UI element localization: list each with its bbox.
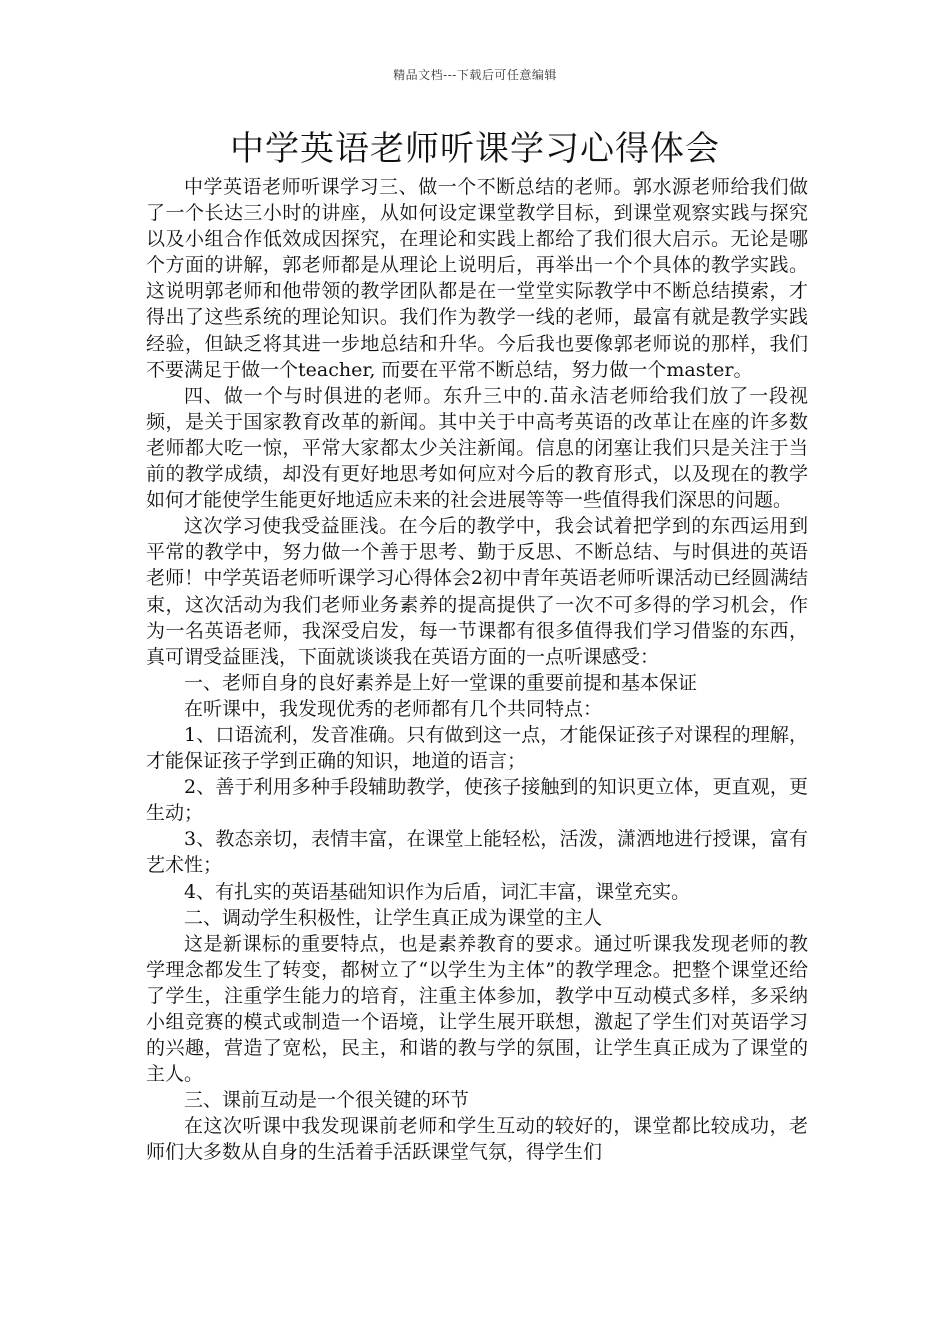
list-item-3: 3、教态亲切，表情丰富，在课堂上能轻松，活泼，潇洒地进行授课，富有艺术性； bbox=[146, 828, 808, 877]
paragraph-6: 在这次听课中我发现课前老师和学生互动的较好的，课堂都比较成功，老师们大多数从自身的生活着手活跃课堂气氛，得学生们 bbox=[146, 1115, 808, 1164]
section-heading-3: 三、课前互动是一个很关键的环节 bbox=[184, 1089, 470, 1112]
paragraph-3: 这次学习使我受益匪浅。在今后的教学中，我会试着把学到的东西运用到平常的教学中，努力做一个善于思考、勤于反思、不断总结、与时俱进的英语老师！中学英语老师听课学习心得体会2初中青年英语老师听课活动已经圆满结束，这次活动为我们老师业务素养的提高提供了一次不可多得的学习机会，作为一名英语老师，我深受启发，每一节课都有很多值得我们学习借鉴的东西，真可谓受益匪浅，下面就谈谈我在英语方面的一点听课感受： bbox=[146, 515, 808, 668]
paragraph-5: 这是新课标的重要特点，也是素养教育的要求。通过听课我发现老师的教学理念都发生了转变，都树立了“以学生为主体”的教学理念。把整个课堂还给了学生，注重学生能力的培育，注重主体参加，教学中互动模式多样，多采纳小组竞赛的模式或制造一个语境，让学生展开联想，激起了学生们对英语学习的兴趣，营造了宽松，民主，和谐的教与学的氛围，让学生真正成为了课堂的主人。 bbox=[146, 932, 808, 1086]
list-item-1: 1、口语流利，发音准确。只有做到这一点，才能保证孩子对课程的理解，才能保证孩子学到正确的知识，地道的语言； bbox=[146, 723, 808, 773]
document-body bbox=[146, 174, 808, 1166]
section-heading-2: 二、调动学生积极性，让学生真正成为课堂的主人 bbox=[184, 906, 603, 929]
page-header-note: 精品文档---下载后可任意编辑 bbox=[393, 68, 557, 82]
section-heading-1: 一、老师自身的良好素养是上好一堂课的重要前提和基本保证 bbox=[184, 671, 698, 694]
document-title: 中学英语老师听课学习心得体会 bbox=[230, 129, 720, 169]
list-item-2: 2、善于利用多种手段辅助教学，使孩子接触到的知识更立体，更直观，更生动； bbox=[146, 776, 808, 825]
list-item-4: 4、有扎实的英语基础知识作为后盾，词汇丰富，课堂充实。 bbox=[184, 880, 691, 903]
paragraph-2: 四、做一个与时俱进的老师。东升三中的.苗永洁老师给我们放了一段视频，是关于国家教育改革的新闻。其中关于中高考英语的改革让在座的许多数老师都大吃一惊，平常大家都太少关注新闻。信息的闭塞让我们只是关注于当前的教学成绩，却没有更好地思考如何应对今后的教育形式，以及现在的教学如何才能使学生能更好地适应未来的社会进展等等一些值得我们深思的问题。 bbox=[146, 384, 808, 512]
paragraph-1: 中学英语老师听课学习三、做一个不断总结的老师。郭水源老师给我们做了一个长达三小时的讲座，从如何设定课堂教学目标，到课堂观察实践与探究以及小组合作低效成因探究，在理论和实践上都给了我们很大启示。无论是哪个方面的讲解，郭老师都是从理论上说明后，再举出一个个具体的教学实践。这说明郭老师和他带领的教学团队都是在一堂堂实际教学中不断总结摸索，才得出了这些系统的理论知识。我们作为教学一线的老师，最富有就是教学实践经验，但缺乏将其进一步地总结和升华。今后我也要像郭老师说的那样，我们不要满足于做一个teacher, 而要在平常不断总结，努力做一个master。 bbox=[146, 176, 808, 381]
paragraph-4: 在听课中，我发现优秀的老师都有几个共同特点： bbox=[184, 697, 603, 720]
